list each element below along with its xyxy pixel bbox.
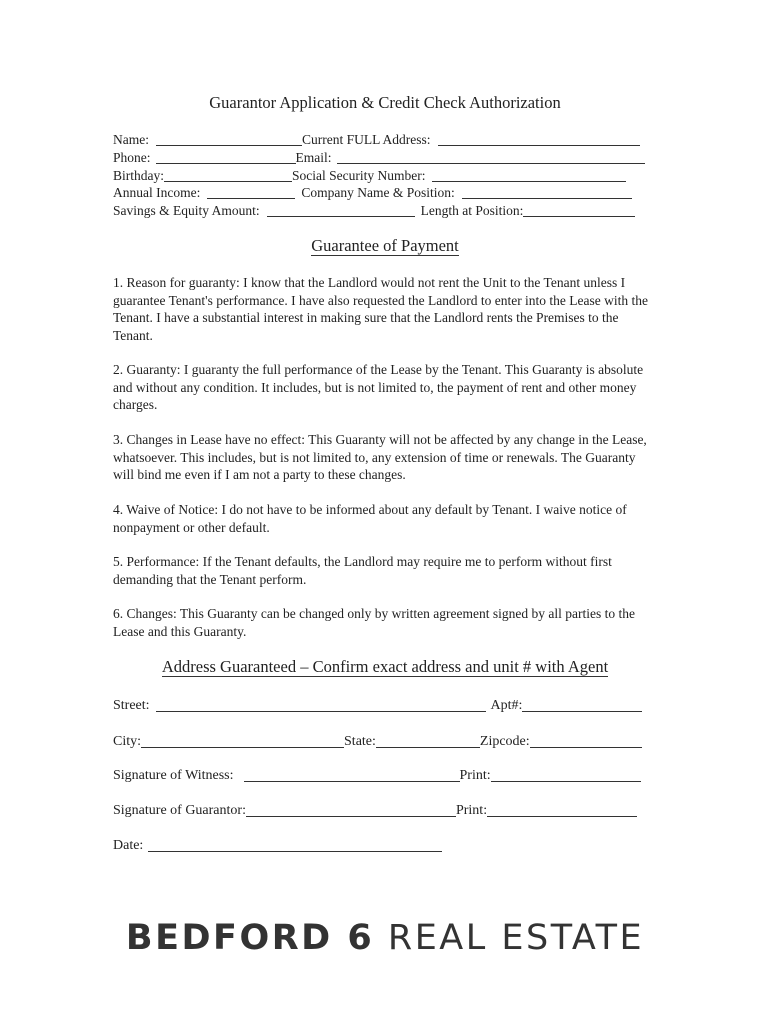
print-label-guarantor: Print: (455, 803, 488, 818)
savings-equity-field[interactable] (267, 203, 415, 217)
date-field[interactable] (148, 838, 442, 852)
logo-light-text: REAL ESTATE (387, 918, 645, 958)
witness-signature-label: Signature of Witness: (113, 768, 234, 783)
guarantee-heading (0, 236, 770, 256)
name-address-row (113, 130, 640, 148)
phone-field[interactable] (156, 150, 296, 164)
city-label: City: (113, 734, 142, 749)
phone-label: Phone: (113, 150, 151, 165)
paragraph-waive-notice: 4. Waive of Notice: I do not have to be informed about any default by Tenant. I waive notice of nonpayment or other default. (113, 502, 627, 535)
bedford-logo (0, 918, 770, 958)
city-state-zip-row (113, 730, 642, 750)
apt-label: Apt#: (490, 698, 523, 713)
date-row (113, 834, 442, 854)
paragraph-guaranty: 2. Guaranty: I guaranty the full performance of the Lease by the Tenant. This Guaranty is absolute and without any condition. It includes, but is not limited to, the payment of rent and other money charges. (113, 362, 644, 412)
name-field[interactable] (156, 132, 302, 146)
print-field-witness[interactable] (491, 768, 641, 782)
state-label: State: (344, 734, 376, 749)
city-field[interactable] (141, 734, 344, 748)
guarantor-signature-label: Signature of Guarantor: (113, 803, 246, 818)
current-address-label: Current FULL Address: (302, 132, 431, 147)
ssn-label: Social Security Number: (292, 168, 426, 183)
annual-income-label: Annual Income: (113, 185, 201, 200)
apt-field[interactable] (522, 698, 642, 712)
print-label-witness: Print: (459, 768, 491, 783)
logo-bold-text: BEDFORD 6 (125, 918, 375, 958)
phone-email-row (113, 148, 645, 166)
street-label: Street: (113, 698, 150, 713)
address-heading-text: Address Guaranteed – Confirm exact address and unit # with Agent (161, 657, 609, 676)
paragraph-performance: 5. Performance: If the Tenant defaults, the Landlord may require me to perform without first demanding that the Tenant perform. (113, 554, 612, 587)
page-title: Guarantor Application & Credit Check Authorization (209, 93, 561, 112)
annual-income-field[interactable] (207, 185, 295, 199)
ssn-field[interactable] (432, 168, 626, 182)
witness-row (113, 764, 641, 784)
email-label: Email: (295, 150, 332, 165)
guarantee-heading-text: Guarantee of Payment (311, 236, 459, 255)
witness-signature-field[interactable] (244, 768, 460, 782)
length-position-label: Length at Position: (420, 203, 524, 218)
print-field-guarantor[interactable] (487, 803, 637, 817)
birthday-field[interactable] (164, 168, 292, 182)
date-label: Date: (113, 838, 144, 853)
paragraph-changes: 6. Changes: This Guaranty can be changed only by written agreement signed by all parties to the Lease and this Guaranty. (113, 606, 635, 639)
savings-length-row (113, 201, 635, 219)
name-label: Name: (113, 132, 149, 147)
income-company-row (113, 183, 632, 201)
company-position-label: Company Name & Position: (301, 185, 455, 200)
current-address-field[interactable] (438, 132, 640, 146)
guarantor-signature-field[interactable] (246, 803, 456, 817)
street-field[interactable] (156, 698, 486, 712)
paragraph-reason: 1. Reason for guaranty: I know that the Landlord would not rent the Unit to the Tenant unless I guarantee Tenant's performance. I have also requested the Landlord to enter into the Lease with the Tenant. I have a substantial interest in making sure that the Landlord rents the Premises to the Tenant. (113, 275, 649, 343)
email-field[interactable] (337, 150, 645, 164)
guarantor-row (113, 799, 637, 819)
address-heading (0, 657, 770, 677)
street-row (113, 694, 642, 714)
birthday-label: Birthday: (113, 168, 164, 183)
birthday-ssn-row (113, 166, 626, 184)
zipcode-label: Zipcode: (479, 734, 530, 749)
savings-equity-label: Savings & Equity Amount: (113, 203, 260, 218)
paragraph-changes-in-lease: 3. Changes in Lease have no effect: This Guaranty will not be affected by any change in the Lease, whatsoever. This includes, but is not limited to, any extension of time or renewals. The Guaranty will bind me even if I am not a party to these changes. (113, 432, 647, 482)
state-field[interactable] (376, 734, 480, 748)
company-position-field[interactable] (462, 185, 632, 199)
zipcode-field[interactable] (530, 734, 642, 748)
length-position-field[interactable] (523, 203, 635, 217)
